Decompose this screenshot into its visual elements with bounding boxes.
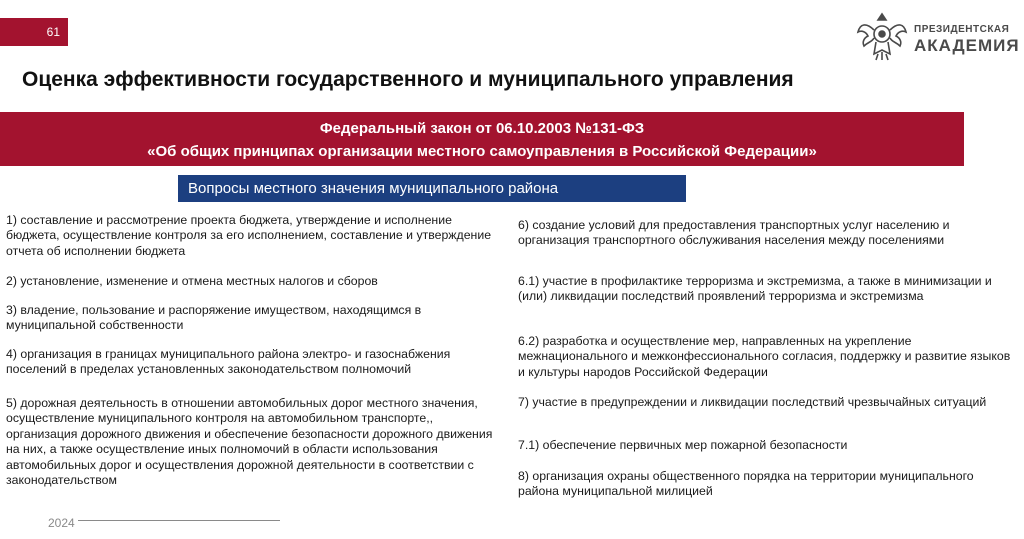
law-banner [0,112,964,166]
presidential-academy-logo [856,8,1020,66]
logo-text-line1: ПРЕЗИДЕНТСКАЯ [914,24,1010,35]
law-title: Федеральный закон от 06.10.2003 №131-ФЗ [319,120,645,137]
list-item: 5) дорожная деятельность в отношении автомобильных дорог местного значения, осуществление муниципального контроля на автомобильном транспорте,, организация дорожного движения и обеспечение безопасности дорожного движения на них, а также осуществление иных полномочий в области использования автомобильных дорог и осуществления дорожной деятельности в соответствии с законодательством [6,396,493,488]
list-item: 4) организация в границах муниципального района электро- и газоснабжения поселений в пределах установленных законодательством полномочий [6,347,451,377]
slide-number: 61 [0,18,68,46]
list-item: 6) создание условий для предоставления транспортных услуг населению и организация транспортного обслуживания населения между поселениями [518,218,950,248]
logo-text-line2: АКАДЕМИЯ [914,36,1020,55]
list-item: 7) участие в предупреждении и ликвидации последствий чрезвычайных ситуаций [518,395,987,409]
list-item: 3) владение, пользование и распоряжение имуществом, находящимся в муниципальной собственности [6,303,422,333]
double-headed-eagle-icon [856,8,908,64]
list-item: 1) составление и рассмотрение проекта бюджета, утверждение и исполнение бюджета, осуществление контроля за его исполнением, составление и утверждение отчета об исполнении бюджета [6,213,492,258]
list-item: 8) организация охраны общественного порядка на территории муниципального района муниципальной милицией [518,469,974,499]
page-title: Оценка эффективности государственного и муниципального управления [22,68,794,91]
list-item: 6.2) разработка и осуществление мер, направленных на укрепление межнационального и межконфессионального согласия, поддержку и развитие языков и культуры народов Российской Федерации [518,334,1011,379]
list-item: 6.1) участие в профилактике терроризма и экстремизма, а также в минимизации и (или) ликвидации последствий проявлений терроризма и экстремизма [518,274,992,304]
footer-divider [78,520,280,521]
section-heading: Вопросы местного значения муниципального района [178,175,686,202]
footer-year: 2024 [48,516,75,530]
law-subtitle: «Об общих принципах организации местного самоуправления в Российской Федерации» [147,143,817,160]
list-item: 7.1) обеспечение первичных мер пожарной безопасности [518,438,848,452]
list-item: 2) установление, изменение и отмена местных налогов и сборов [6,274,378,288]
